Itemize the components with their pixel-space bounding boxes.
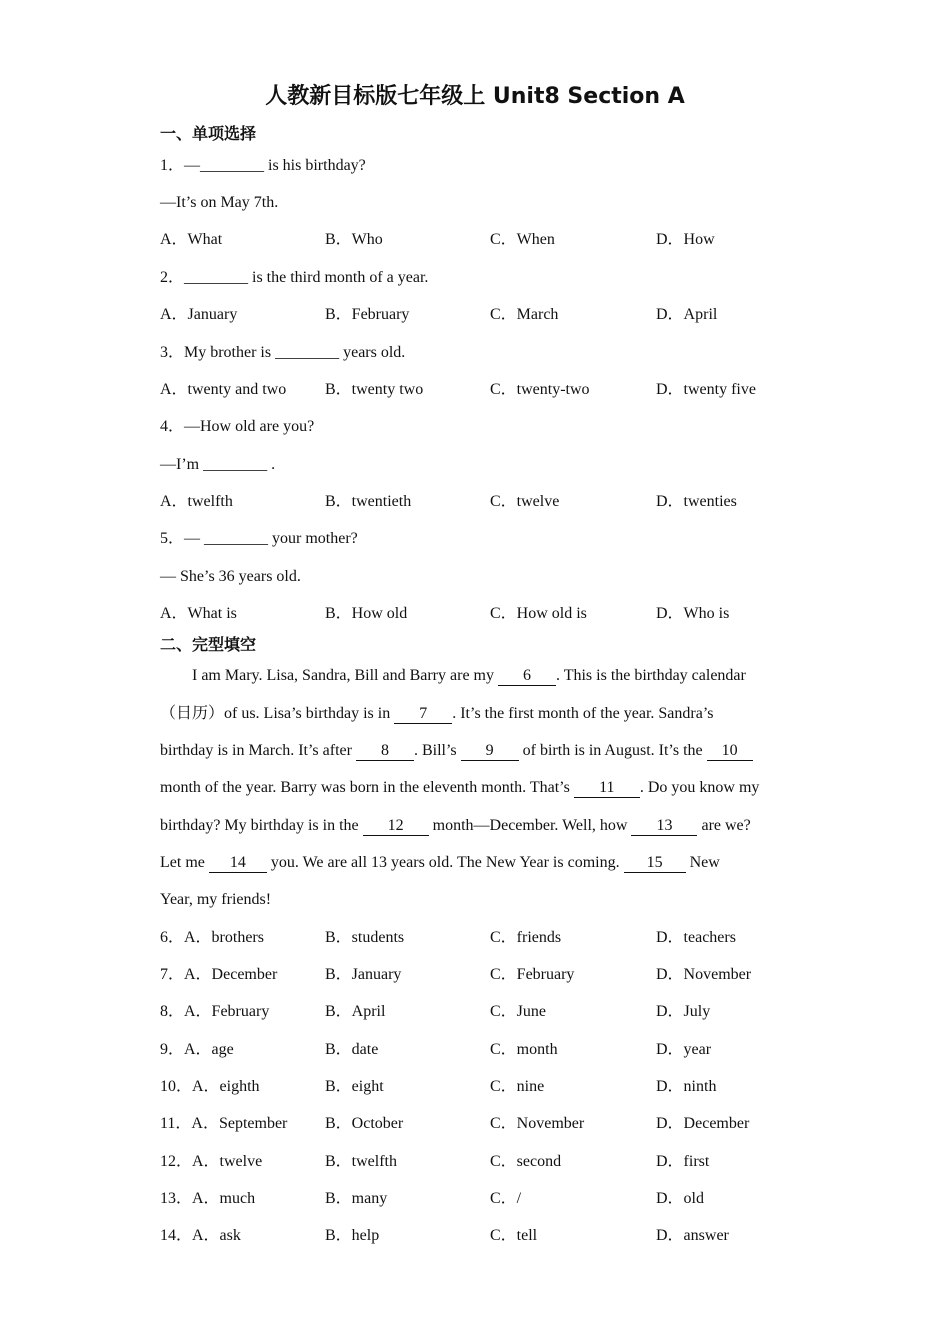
q6-option-b: B．students xyxy=(325,929,405,946)
q4-option-b: B．twentieth xyxy=(325,493,412,510)
passage-text: . This is the birthday calendar xyxy=(555,667,746,684)
section-1-heading: 一、单项选择 xyxy=(160,124,257,143)
q10-option-a: 10．A．eighth xyxy=(160,1078,260,1095)
q14-option-d: D．answer xyxy=(656,1227,729,1244)
q1-answer-line: —It’s on May 7th. xyxy=(160,194,279,211)
passage-line xyxy=(160,740,792,762)
q11-option-a: 11．A．September xyxy=(160,1115,288,1132)
q10-option-d: D．ninth xyxy=(656,1078,717,1095)
q2-option-a: A．January xyxy=(160,306,238,323)
passage-line xyxy=(160,703,792,725)
q3-option-d: D．twenty five xyxy=(656,381,756,398)
q9-options xyxy=(160,1039,820,1061)
q4-option-a: A．twelfth xyxy=(160,493,233,510)
q13-option-c: C．/ xyxy=(490,1190,522,1207)
blank-15: 15 xyxy=(624,854,686,873)
passage-line xyxy=(160,889,792,911)
q10-option-b: B．eight xyxy=(325,1078,384,1095)
q7-option-d: D．November xyxy=(656,966,752,983)
q1-option-c: C．When xyxy=(490,231,555,248)
q9-option-c: C．month xyxy=(490,1041,558,1058)
passage-line xyxy=(160,815,792,837)
q1-option-d: D．How xyxy=(656,231,715,248)
q9-option-a: 9．A．age xyxy=(160,1041,234,1058)
q13-option-b: B．many xyxy=(325,1190,388,1207)
q2-option-b: B．February xyxy=(325,306,410,323)
passage-text: of birth is in August. It’s the xyxy=(518,742,707,759)
q7-option-b: B．January xyxy=(325,966,402,983)
q12-option-c: C．second xyxy=(490,1153,562,1170)
q11-option-b: B．October xyxy=(325,1115,404,1132)
passage-text: month—December. Well, how xyxy=(428,817,632,834)
q4-stem: 4．—How old are you? xyxy=(160,418,315,435)
q2-option-c: C．March xyxy=(490,306,559,323)
q4-answer-line: —I’m ________ . xyxy=(160,456,276,473)
q6-option-d: D．teachers xyxy=(656,929,736,946)
q11-options xyxy=(160,1113,820,1135)
q8-option-b: B．April xyxy=(325,1003,386,1020)
q4-options xyxy=(160,491,820,513)
q11-option-c: C．November xyxy=(490,1115,585,1132)
q9-option-b: B．date xyxy=(325,1041,379,1058)
passage-text: you. We are all 13 years old. The New Year is coming. xyxy=(266,854,624,871)
q10-option-c: C．nine xyxy=(490,1078,545,1095)
passage-text: I am Mary. Lisa, Sandra, Bill and Barry are my xyxy=(192,667,498,684)
q14-options xyxy=(160,1225,820,1247)
passage-text: New xyxy=(685,854,720,871)
q2-options xyxy=(160,304,820,326)
q5-options xyxy=(160,603,820,625)
passage-text: . It’s the first month of the year. Sandra’s xyxy=(452,705,714,722)
q5-option-a: A．What is xyxy=(160,605,237,622)
q4-option-c: C．twelve xyxy=(490,493,560,510)
q14-option-a: 14．A．ask xyxy=(160,1227,241,1244)
q14-option-c: C．tell xyxy=(490,1227,538,1244)
passage-text: . Do you know my xyxy=(639,779,760,796)
q7-option-a: 7．A．December xyxy=(160,966,278,983)
q13-options xyxy=(160,1188,820,1210)
q13-option-d: D．old xyxy=(656,1190,705,1207)
q8-option-a: 8．A．February xyxy=(160,1003,270,1020)
q6-option-c: C．friends xyxy=(490,929,562,946)
blank-6: 6 xyxy=(498,667,556,686)
q12-option-a: 12．A．twelve xyxy=(160,1153,263,1170)
q5-option-d: D．Who is xyxy=(656,605,730,622)
q1-option-b: B．Who xyxy=(325,231,383,248)
blank-11: 11 xyxy=(574,779,640,798)
blank-9: 9 xyxy=(461,742,519,761)
q6-options xyxy=(160,927,820,949)
q5-stem: 5．— ________ your mother? xyxy=(160,530,358,547)
q2-stem: 2．________ is the third month of a year. xyxy=(160,269,429,286)
passage-text: （日历）of us. Lisa’s birthday is in xyxy=(160,705,395,722)
q1-options xyxy=(160,229,820,251)
q12-options xyxy=(160,1151,820,1173)
q5-answer-line: — She’s 36 years old. xyxy=(160,568,301,585)
passage-text: are we? xyxy=(697,817,751,834)
q10-options xyxy=(160,1076,820,1098)
q3-option-c: C．twenty-two xyxy=(490,381,590,398)
passage-line xyxy=(192,665,824,687)
blank-12: 12 xyxy=(363,817,429,836)
q5-option-c: C．How old is xyxy=(490,605,587,622)
blank-7: 7 xyxy=(394,705,452,724)
passage-line xyxy=(160,852,792,874)
q11-option-d: D．December xyxy=(656,1115,750,1132)
q3-option-a: A．twenty and two xyxy=(160,381,287,398)
q6-option-a: 6．A．brothers xyxy=(160,929,264,946)
q8-option-c: C．June xyxy=(490,1003,547,1020)
q1-option-a: A．What xyxy=(160,231,223,248)
q3-options xyxy=(160,379,820,401)
section-2-heading: 二、完型填空 xyxy=(160,635,257,654)
q2-option-d: D．April xyxy=(656,306,718,323)
q14-option-b: B．help xyxy=(325,1227,380,1244)
blank-14: 14 xyxy=(209,854,267,873)
q12-option-d: D．first xyxy=(656,1153,710,1170)
passage-text: Let me xyxy=(160,854,209,871)
passage-line xyxy=(160,777,792,799)
q12-option-b: B．twelfth xyxy=(325,1153,397,1170)
passage-text: birthday is in March. It’s after xyxy=(160,742,356,759)
passage-text: Year, my friends! xyxy=(160,891,272,908)
blank-10: 10 xyxy=(707,742,753,761)
document-title: 人教新目标版七年级上 Unit8 Section A xyxy=(265,84,685,109)
blank-8: 8 xyxy=(356,742,414,761)
q3-stem: 3．My brother is ________ years old. xyxy=(160,344,406,361)
q13-option-a: 13．A．much xyxy=(160,1190,256,1207)
passage-text: birthday? My birthday is in the xyxy=(160,817,363,834)
q7-options xyxy=(160,964,820,986)
q4-option-d: D．twenties xyxy=(656,493,737,510)
q3-option-b: B．twenty two xyxy=(325,381,424,398)
q7-option-c: C．February xyxy=(490,966,575,983)
passage-text: . Bill’s xyxy=(413,742,461,759)
q5-option-b: B．How old xyxy=(325,605,408,622)
passage-text: month of the year. Barry was born in the eleventh month. That’s xyxy=(160,779,574,796)
q8-option-d: D．July xyxy=(656,1003,711,1020)
blank-13: 13 xyxy=(631,817,697,836)
q1-stem: 1．—________ is his birthday? xyxy=(160,157,366,174)
q9-option-d: D．year xyxy=(656,1041,712,1058)
q8-options xyxy=(160,1001,820,1023)
